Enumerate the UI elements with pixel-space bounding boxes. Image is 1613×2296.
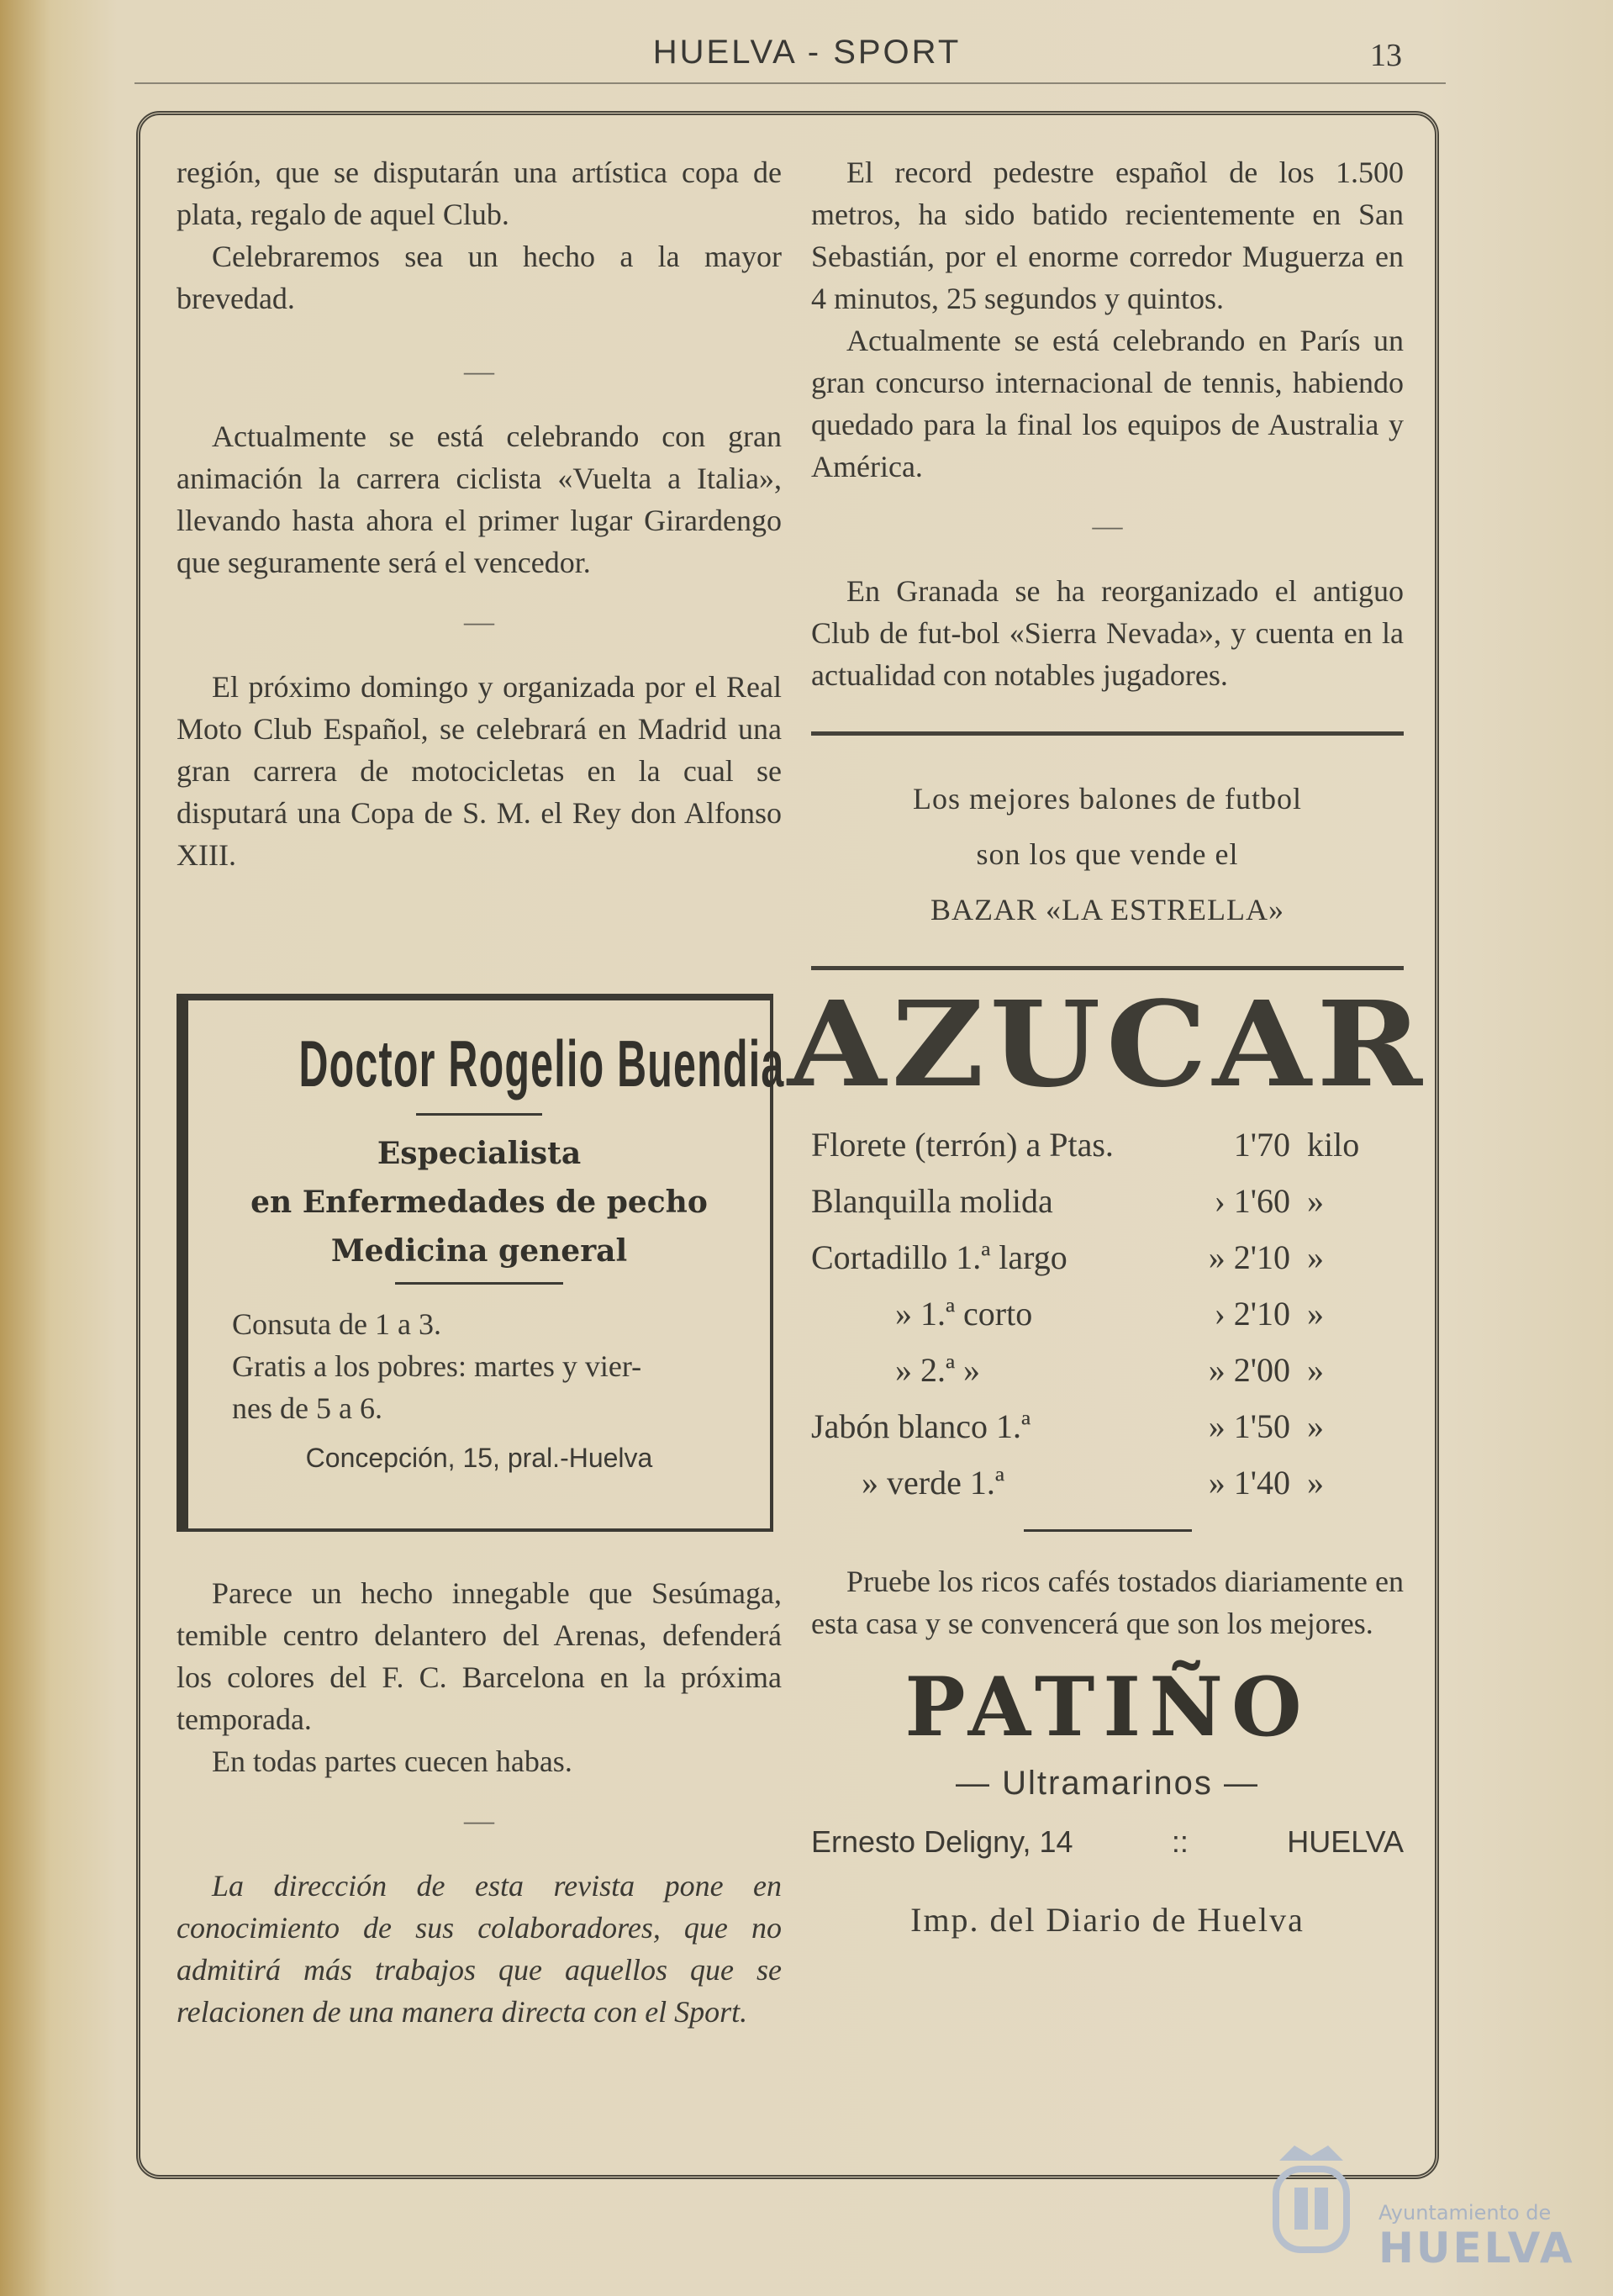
separator: —	[464, 354, 494, 388]
city-seal-icon	[1261, 2135, 1362, 2262]
price-row: Florete (terrón) a Ptas. 1'70 kilo	[811, 1126, 1360, 1164]
brand-address: Ernesto Deligny, 14 :: HUELVA	[811, 1824, 1404, 1859]
right-column	[787, 151, 1428, 1954]
paragraph-celebrate: Celebraremos sea un hecho a la mayor brevedad.	[177, 240, 782, 315]
divider	[416, 1113, 542, 1116]
price-list	[811, 1116, 1404, 1511]
printer-imprint: Imp. del Diario de Huelva	[910, 1901, 1305, 1939]
price-row: Blanquilla molida › 1'60 »	[811, 1182, 1324, 1220]
brand-name: PATIÑO	[904, 1660, 1310, 1755]
paragraph-granada: En Granada se ha reorganizado el antiguo Club de fut-bol «Sierra Nevada», y cuenta en la actualidad con notables jugadores.	[811, 574, 1404, 692]
doctor-name: Doctor Rogelio Buendia	[298, 1027, 785, 1100]
page-number: 13	[1370, 38, 1402, 73]
left-column	[177, 151, 782, 876]
left-column-lower	[177, 1572, 782, 2033]
divider	[395, 1282, 563, 1285]
watermark-text: Ayuntamiento de HUELVA	[1378, 2201, 1575, 2272]
brand-subtitle: — Ultramarinos —	[956, 1765, 1259, 1802]
azucar-title: AZUCAR	[787, 976, 1428, 1114]
running-head: HUELVA - SPORT	[652, 34, 962, 71]
paragraph-tennis: Actualmente se está celebrando en París un gran concurso internacional de tennis, habiendo quedado para la final los equipos de Australia y América.	[811, 324, 1404, 483]
header-rule	[134, 82, 1446, 84]
separator: —	[464, 604, 494, 638]
paragraph-coffee: Pruebe los ricos cafés tostados diariamente en esta casa y se convencerá que son los mejores.	[811, 1565, 1404, 1640]
consult-hours: Consuta de 1 a 3.	[232, 1307, 441, 1341]
specialty-line: Especialista	[377, 1136, 582, 1171]
free-hours-cont: nes de 5 a 6.	[232, 1391, 382, 1425]
price-row: Jabón blanco 1.ª » 1'50 »	[811, 1407, 1324, 1445]
paragraph-club-cup: región, que se disputarán una artística copa de plata, regalo de aquel Club.	[177, 156, 782, 231]
paragraph-record: El record pedestre español de los 1.500 metros, ha sido batido recientemente en San Sebastián, por el enorme corredor Muguerza en 4 minutos, 25 segundos y quintos.	[811, 156, 1404, 315]
price-row: Cortadillo 1.ª largo » 2'10 »	[811, 1238, 1324, 1276]
bazar-name: BAZAR «LA ESTRELLA»	[930, 893, 1284, 926]
divider	[1024, 1529, 1192, 1532]
doctor-address: Concepción, 15, pral.-Huelva	[305, 1443, 653, 1473]
bazar-line: son los que vende el	[976, 837, 1239, 871]
bazar-line: Los mejores balones de futbol	[913, 782, 1302, 815]
divider	[811, 731, 1404, 736]
price-row: » 1.ª corto › 2'10 »	[895, 1295, 1324, 1333]
specialty-line: Medicina general	[330, 1233, 628, 1269]
paragraph-sesumaga: Parece un hecho innegable que Sesúmaga, temible centro delantero del Arenas, defenderá los colores del F. C. Barcelona en la próxima temporada.	[177, 1576, 782, 1736]
paragraph-moto-club: El próximo domingo y organizada por el Real Moto Club Español, se celebrará en Madrid una gran carrera de motocicletas en la cual se disputará una Copa de S. M. el Rey don Alfonso XIII.	[177, 670, 782, 872]
price-row: » verde 1.ª » 1'40 »	[862, 1464, 1324, 1502]
paragraph-vuelta-italia: Actualmente se está celebrando con gran animación la carrera ciclista «Vuelta a Italia», llevando hasta ahora el primer lugar Girardengo que seguramente será el vencedor.	[177, 420, 782, 579]
free-hours: Gratis a los pobres: martes y vier-	[232, 1349, 642, 1383]
price-row: » 2.ª » » 2'00 »	[895, 1351, 1324, 1389]
paragraph-direccion: La dirección de esta revista pone en conocimiento de sus colaboradores, que no admitirá más trabajos que aquellos que se relacionen de una manera directa con el Sport.	[177, 1869, 782, 2029]
doctor-advertisement	[177, 994, 785, 1532]
divider	[811, 966, 1404, 970]
specialty-line: en Enfermedades de pecho	[250, 1185, 708, 1220]
separator: —	[464, 1803, 494, 1837]
editorial-notice	[177, 1865, 782, 2033]
paragraph-habas: En todas partes cuecen habas.	[212, 1744, 572, 1778]
separator: —	[1092, 509, 1123, 542]
